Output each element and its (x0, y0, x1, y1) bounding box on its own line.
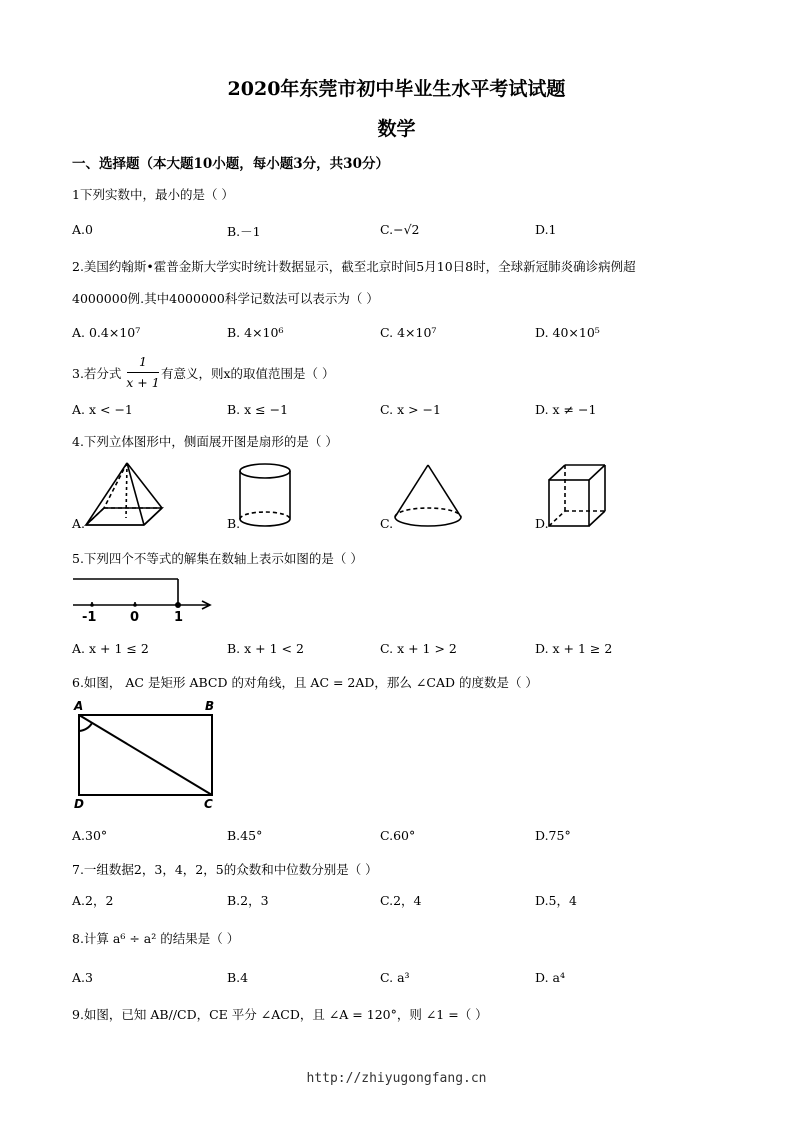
question-2-option-c: C. 4×10⁷ (380, 325, 437, 340)
question-4-option-d: D. (535, 516, 549, 531)
vertex-label-d: D (74, 797, 84, 811)
vertex-label-a: A (74, 699, 84, 713)
vertex-label-c: C (204, 797, 213, 811)
question-7-option-b: B.2，3 (227, 893, 269, 908)
question-6-option-b: B.45° (227, 828, 263, 843)
question-3-stem-suffix: 有意义，则x的取值范围是（ ） (161, 366, 335, 381)
question-2-option-b: B. 4×10⁶ (227, 325, 284, 340)
question-8-stem: 8.计算 a⁶ ÷ a² 的结果是（ ） (72, 931, 240, 946)
question-6-option-d: D.75° (535, 828, 571, 843)
footer-url: http://zhiyugongfang.cn (306, 1071, 487, 1086)
question-2-stem-line1: 2.美国约翰斯•霍普金斯大学实时统计数据显示，截至北京时间5月10日8时，全球新冠肺炎确诊病例超 (72, 259, 636, 274)
question-3-option-c: C. x > −1 (380, 402, 441, 417)
question-4-option-b: B. (227, 516, 241, 531)
question-8-option-d: D. a⁴ (535, 970, 565, 985)
question-8-option-b: B.4 (227, 970, 249, 985)
question-3-option-d: D. x ≠ −1 (535, 402, 597, 417)
pyramid-figure (82, 460, 166, 530)
fraction-bar (127, 372, 159, 373)
question-3-stem-prefix: 3.若分式 (72, 366, 122, 381)
question-1-option-b: B.－1 (227, 224, 261, 239)
question-4-option-c: C. (380, 516, 394, 531)
question-4-stem: 4.下列立体图形中，侧面展开图是扇形的是（ ） (72, 434, 338, 449)
axis-label-zero: 0 (130, 610, 140, 625)
axis-label-one: 1 (174, 610, 184, 625)
question-5-option-a: A. x + 1 ≤ 2 (72, 641, 149, 656)
question-3-fraction-denominator: x + 1 (126, 375, 160, 390)
question-3-option-a: A. x < −1 (72, 402, 133, 417)
question-6-option-c: C.60° (380, 828, 416, 843)
cube-figure (546, 462, 610, 530)
question-7-option-a: A.2，2 (72, 893, 114, 908)
question-3-fraction-numerator: 1 (139, 354, 147, 369)
question-6-stem: 6.如图， AC 是矩形 ABCD 的对角线，且 AC = 2AD，那么 ∠CAD 的度数是（ ） (72, 675, 538, 690)
question-6-option-a: A.30° (72, 828, 108, 843)
question-4-option-a: A. (72, 516, 86, 531)
question-2-option-a: A. 0.4×10⁷ (72, 325, 141, 340)
question-9-stem: 9.如图，已知 AB//CD，CE 平分 ∠ACD，且 ∠A = 120°，则 ∠1 =（ ） (72, 1007, 488, 1022)
question-8-option-c: C. a³ (380, 970, 410, 985)
question-5-option-b: B. x + 1 < 2 (227, 641, 304, 656)
section-heading: 一、选择题（本大题10小题，每小题3分，共30分） (72, 156, 389, 172)
axis-label-minus-one: -1 (82, 610, 97, 625)
question-5-option-d: D. x + 1 ≥ 2 (535, 641, 613, 656)
question-7-stem: 7.一组数据2，3，4，2，5的众数和中位数分别是（ ） (72, 862, 378, 877)
page-title: 2020年东莞市初中毕业生水平考试试题 (227, 78, 566, 100)
cylinder-figure (238, 462, 294, 530)
subject-title: 数学 (377, 118, 416, 140)
question-1-option-a: A.0 (72, 222, 93, 237)
cone-figure (392, 462, 464, 530)
question-5-stem: 5.下列四个不等式的解集在数轴上表示如图的是（ ） (72, 551, 363, 566)
question-1-option-c: C.−√2 (380, 222, 420, 237)
question-3-option-b: B. x ≤ −1 (227, 402, 289, 417)
rectangle-figure (74, 705, 224, 815)
question-2-stem-line2: 4000000例.其中4000000科学记数法可以表示为（ ） (72, 291, 379, 306)
question-5-option-c: C. x + 1 > 2 (380, 641, 457, 656)
question-1-option-d: D.1 (535, 222, 557, 237)
question-2-option-d: D. 40×10⁵ (535, 325, 600, 340)
question-8-option-a: A.3 (72, 970, 93, 985)
question-7-option-d: D.5，4 (535, 893, 577, 908)
vertex-label-b: B (205, 699, 215, 713)
question-1-stem: 1下列实数中，最小的是（ ） (72, 187, 234, 202)
question-7-option-c: C.2，4 (380, 893, 422, 908)
